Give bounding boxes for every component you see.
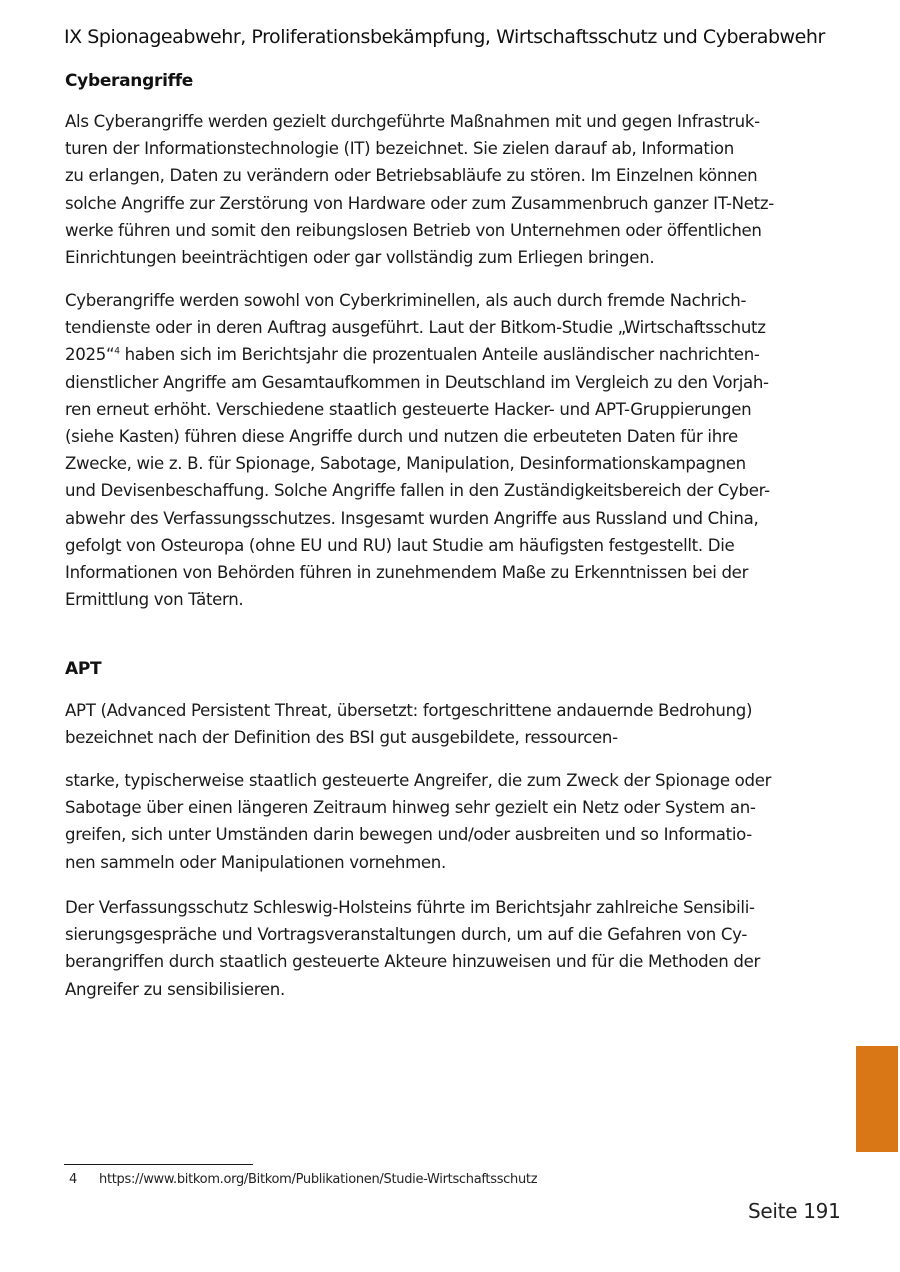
text-line: berangriffen durch staatlich gesteuerte Akteure hinzuweisen und für die Methoden der xyxy=(65,952,760,972)
text-line: APT (Advanced Persistent Threat, übersetzt: fortgeschrittene andauernde Bedrohung) xyxy=(65,701,753,720)
page-number: Seite 191 xyxy=(748,1199,841,1223)
text-line: zu erlangen, Daten zu verändern oder Betriebsabläufe zu stören. Im Einzelnen können xyxy=(65,166,758,186)
text-line: Der Verfassungsschutz Schleswig-Holsteins führte im Berichtsjahr zahlreiche Sensibili- xyxy=(65,898,755,917)
section-heading-cyberangriffe: Cyberangriffe xyxy=(65,71,194,91)
text-line: Angreifer zu sensibilisieren. xyxy=(65,979,285,999)
text-line: starke, typischerweise staatlich gesteuerte Angreifer, die zum Zweck der Spionage oder xyxy=(65,771,772,790)
text-line: Cyberangriffe werden sowohl von Cyberkriminellen, als auch durch fremde Nachrich- xyxy=(65,291,747,310)
text-line: solche Angriffe zur Zerstörung von Hardware oder zum Zusammenbruch ganzer IT-Netz- xyxy=(65,193,774,213)
footnote-reference[interactable]: 4 xyxy=(114,346,120,357)
text-line-with-footnote-ref xyxy=(65,341,770,368)
footnote-link[interactable]: https://www.bitkom.org/Bitkom/Publikationen/Studie-Wirtschaftsschutz xyxy=(99,1172,538,1187)
text-line: nen sammeln oder Manipulationen vornehmen. xyxy=(65,852,446,872)
text-line: gefolgt von Osteuropa (ohne EU und RU) laut Studie am häufigsten festgestellt. Die xyxy=(65,535,735,555)
text-line: ren erneut erhöht. Verschiedene staatlich gesteuerte Hacker- und APT-Gruppierungen xyxy=(65,399,752,419)
text-line: turen der Informationstechnologie (IT) bezeichnet. Sie zielen darauf ab, Information xyxy=(65,139,734,159)
section-tab-marker xyxy=(856,1046,898,1152)
paragraph-apt-definition xyxy=(65,697,752,751)
text-line: dienstlicher Angriffe am Gesamtaufkommen in Deutschland im Vergleich zu den Vorjah- xyxy=(65,372,769,392)
text-line: und Devisenbeschaffung. Solche Angriffe fallen in den Zuständigkeitsbereich der Cyber- xyxy=(65,481,770,501)
text-line: Einrichtungen beeinträchtigen oder gar vollständig zum Erliegen bringen. xyxy=(65,247,655,267)
text-line: sierungsgespräche und Vortragsveranstaltungen durch, um auf die Gefahren von Cy- xyxy=(65,925,748,945)
text-line: Zwecke, wie z. B. für Spionage, Sabotage, Manipulation, Desinformationskampagnen xyxy=(65,454,746,474)
text-line: (siehe Kasten) führen diese Angriffe durch und nutzen die erbeuteten Daten für ihre xyxy=(65,426,738,446)
paragraph-apt-angreifer xyxy=(65,767,771,876)
text-line: Sabotage über einen längeren Zeitraum hinweg sehr gezielt ein Netz oder System an- xyxy=(65,798,756,818)
text-segment: haben sich im Berichtsjahr die prozentualen Anteile ausländischer nachrichten- xyxy=(119,345,760,365)
paragraph-cyberangriffe-definition xyxy=(65,108,774,271)
text-line: Als Cyberangriffe werden gezielt durchgeführte Maßnahmen mit und gegen Infrastruk- xyxy=(65,112,760,131)
paragraph-apt-sensibilisierung xyxy=(65,894,760,1003)
footnote-number: 4 xyxy=(69,1172,77,1187)
text-line: Ermittlung von Tätern. xyxy=(65,590,244,610)
text-line: Informationen von Behörden führen in zunehmendem Maße zu Erkenntnissen bei der xyxy=(65,562,749,582)
text-line: tendienste oder in deren Auftrag ausgeführt. Laut der Bitkom-Studie „Wirtschaftsschutz xyxy=(65,318,766,338)
section-heading-apt: APT xyxy=(65,659,102,679)
text-segment: 2025“ xyxy=(65,345,115,365)
footnote xyxy=(69,1172,537,1187)
text-line: abwehr des Verfassungsschutzes. Insgesamt wurden Angriffe aus Russland und China, xyxy=(65,508,759,528)
footnote-divider xyxy=(64,1164,253,1165)
text-line: werke führen und somit den reibungslosen Betrieb von Unternehmen oder öffentlichen xyxy=(65,220,762,240)
text-line: greifen, sich unter Umständen darin bewegen und/oder ausbreiten und so Informatio- xyxy=(65,825,752,845)
text-line: bezeichnet nach der Definition des BSI gut ausgebildete, ressourcen- xyxy=(65,728,618,748)
paragraph-cyberangriffe-akteure xyxy=(65,287,770,613)
running-header: IX Spionageabwehr, Proliferationsbekämpfung, Wirtschaftsschutz und Cyberabwehr xyxy=(64,26,825,48)
